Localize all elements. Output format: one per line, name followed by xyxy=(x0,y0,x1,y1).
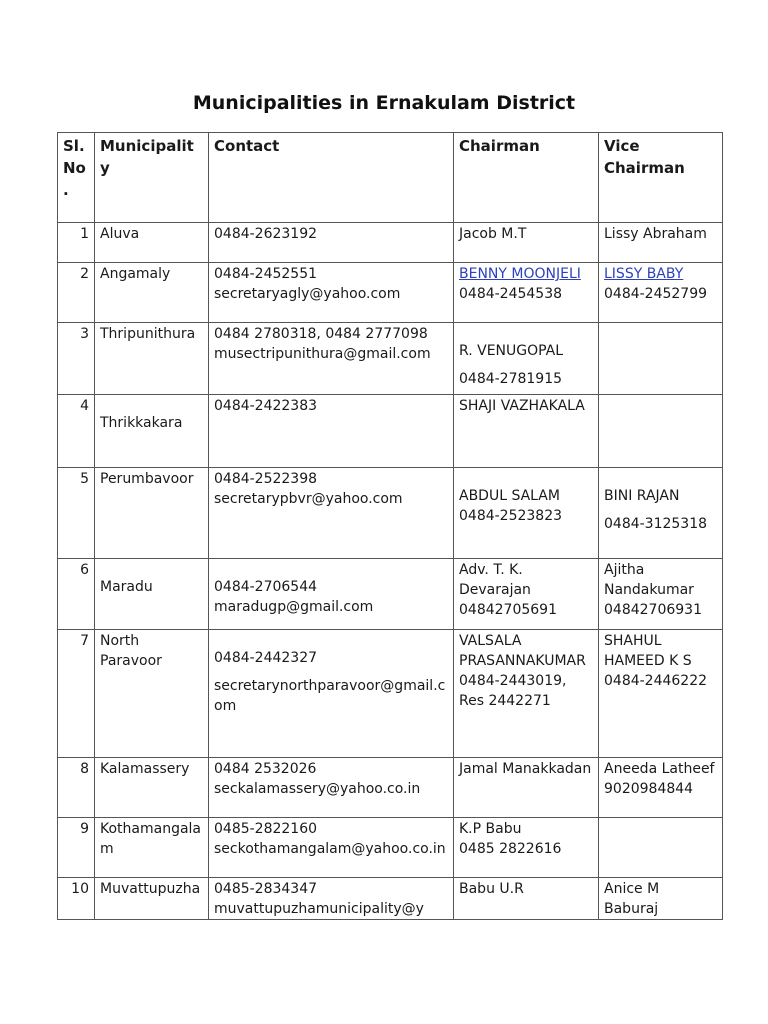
municipality-cell: Thripunithura xyxy=(95,323,209,395)
municipality-cell: Angamaly xyxy=(95,263,209,323)
header-sl-no: Sl.No. xyxy=(58,133,95,223)
table-header-row xyxy=(58,133,723,223)
contact-email: maradugp@gmail.com xyxy=(214,599,374,615)
sl-no-cell: 2 xyxy=(58,263,95,323)
sl-no-cell: 4 xyxy=(58,395,95,468)
table-row xyxy=(58,263,723,323)
chairman-cell xyxy=(454,223,599,263)
chairman-cell xyxy=(454,758,599,818)
header-vice-chairman: Vice Chairman xyxy=(599,133,723,223)
contact-phone: 0484-2442327 xyxy=(214,650,318,666)
table-row xyxy=(58,395,723,468)
contact-phone: 0485-2822160 xyxy=(214,821,318,837)
contact-cell xyxy=(209,758,454,818)
sl-no-cell: 3 xyxy=(58,323,95,395)
header-municipality: Municipality xyxy=(95,133,209,223)
contact-phone: 0484-2706544 xyxy=(214,579,318,595)
contact-email: secretarynorthparavoor@gmail.com xyxy=(214,678,446,714)
vice-chairman-cell xyxy=(599,395,723,468)
table-row xyxy=(58,630,723,758)
municipalities-table xyxy=(57,132,723,920)
municipality-cell: Maradu xyxy=(95,559,209,630)
chairman-cell xyxy=(454,263,599,323)
vice-chairman-name-link[interactable]: LISSY BABY xyxy=(604,266,684,282)
vice-chairman-name: Ajitha Nandakumar xyxy=(604,562,694,598)
contact-cell xyxy=(209,323,454,395)
municipality-cell: Kalamassery xyxy=(95,758,209,818)
contact-email: seckothamangalam@yahoo.co.in xyxy=(214,841,446,857)
contact-cell xyxy=(209,818,454,878)
vice-chairman-cell xyxy=(599,758,723,818)
chairman-cell xyxy=(454,559,599,630)
chairman-phone: 0484-2781915 xyxy=(459,371,563,387)
vice-chairman-cell xyxy=(599,559,723,630)
chairman-cell xyxy=(454,818,599,878)
chairman-cell xyxy=(454,323,599,395)
sl-no-cell: 9 xyxy=(58,818,95,878)
header-chairman: Chairman xyxy=(454,133,599,223)
contact-cell xyxy=(209,395,454,468)
contact-cell xyxy=(209,878,454,920)
chairman-cell xyxy=(454,630,599,758)
vice-chairman-phone: 0484-3125318 xyxy=(604,516,708,532)
chairman-name-phone: VALSALA PRASANNAKUMAR 0484-2443019, Res 2442271 xyxy=(459,633,586,709)
contact-phone: 0484 2532026 xyxy=(214,761,317,777)
sl-no-cell: 5 xyxy=(58,468,95,559)
vice-chairman-name: BINI RAJAN xyxy=(604,488,680,504)
vice-chairman-cell xyxy=(599,323,723,395)
municipality-cell: Aluva xyxy=(95,223,209,263)
contact-cell xyxy=(209,263,454,323)
vice-chairman-cell xyxy=(599,468,723,559)
contact-phone: 0485-2834347 xyxy=(214,881,318,897)
header-contact: Contact xyxy=(209,133,454,223)
contact-cell xyxy=(209,630,454,758)
municipality-cell: Muvattupuzha xyxy=(95,878,209,920)
chairman-phone: 04842705691 xyxy=(459,602,557,618)
table-row xyxy=(58,468,723,559)
municipality-cell: North Paravoor xyxy=(95,630,209,758)
sl-no-cell: 8 xyxy=(58,758,95,818)
contact-phone: 0484-2452551 xyxy=(214,266,318,282)
chairman-cell xyxy=(454,468,599,559)
table-row xyxy=(58,818,723,878)
chairman-name-link[interactable]: BENNY MOONJELI xyxy=(459,266,581,282)
vice-chairman-name: Aneeda Latheef xyxy=(604,761,715,777)
chairman-name: SHAJI VAZHAKALA xyxy=(459,398,585,414)
chairman-phone: 0484-2523823 xyxy=(459,508,563,524)
chairman-name: K.P Babu xyxy=(459,821,522,837)
vice-chairman-cell xyxy=(599,223,723,263)
table-row xyxy=(58,223,723,263)
contact-email: secretarypbvr@yahoo.com xyxy=(214,491,403,507)
chairman-name: Jacob M.T xyxy=(459,226,527,242)
contact-cell xyxy=(209,223,454,263)
vice-chairman-cell xyxy=(599,818,723,878)
contact-phone: 0484-2422383 xyxy=(214,398,318,414)
chairman-name: Adv. T. K. Devarajan xyxy=(459,562,531,598)
municipality-cell: Kothamangalam xyxy=(95,818,209,878)
sl-no-cell: 6 xyxy=(58,559,95,630)
sl-no-cell: 7 xyxy=(58,630,95,758)
table-row xyxy=(58,758,723,818)
contact-cell xyxy=(209,559,454,630)
chairman-phone: 0484-2454538 xyxy=(459,286,563,302)
chairman-phone: 0485 2822616 xyxy=(459,841,562,857)
vice-chairman-cell xyxy=(599,878,723,920)
vice-chairman-phone: 0484-2452799 xyxy=(604,286,708,302)
chairman-name: ABDUL SALAM xyxy=(459,488,560,504)
contact-email: muvattupuzhamunicipality@y xyxy=(214,901,424,917)
chairman-name: Jamal Manakkadan xyxy=(459,761,592,777)
vice-chairman-name: Lissy Abraham xyxy=(604,226,707,242)
vice-chairman-cell xyxy=(599,263,723,323)
contact-phone: 0484-2623192 xyxy=(214,226,318,242)
vice-chairman-name: SHAHUL HAMEED K S xyxy=(604,633,692,669)
vice-chairman-phone: 0484-2446222 xyxy=(604,673,708,689)
sl-no-cell: 1 xyxy=(58,223,95,263)
chairman-cell xyxy=(454,878,599,920)
vice-chairman-phone: 04842706931 xyxy=(604,602,702,618)
contact-email: secretaryagly@yahoo.com xyxy=(214,286,401,302)
table-row xyxy=(58,559,723,630)
table-row xyxy=(58,878,723,920)
table-row xyxy=(58,323,723,395)
contact-phone: 0484-2522398 xyxy=(214,471,318,487)
chairman-name: Babu U.R xyxy=(459,881,524,897)
vice-chairman-cell xyxy=(599,630,723,758)
sl-no-cell: 10 xyxy=(58,878,95,920)
chairman-name: R. VENUGOPAL xyxy=(459,343,564,359)
chairman-cell xyxy=(454,395,599,468)
contact-phone: 0484 2780318, 0484 2777098 xyxy=(214,326,428,342)
municipality-cell: Thrikkakara xyxy=(95,395,209,468)
page-title: Municipalities in Ernakulam District xyxy=(192,92,576,114)
vice-chairman-phone: 9020984844 xyxy=(604,781,694,797)
contact-cell xyxy=(209,468,454,559)
vice-chairman-name: Anice M Baburaj xyxy=(604,881,660,917)
municipality-cell: Perumbavoor xyxy=(95,468,209,559)
contact-email: seckalamassery@yahoo.co.in xyxy=(214,781,421,797)
contact-email: musectripunithura@gmail.com xyxy=(214,346,431,362)
